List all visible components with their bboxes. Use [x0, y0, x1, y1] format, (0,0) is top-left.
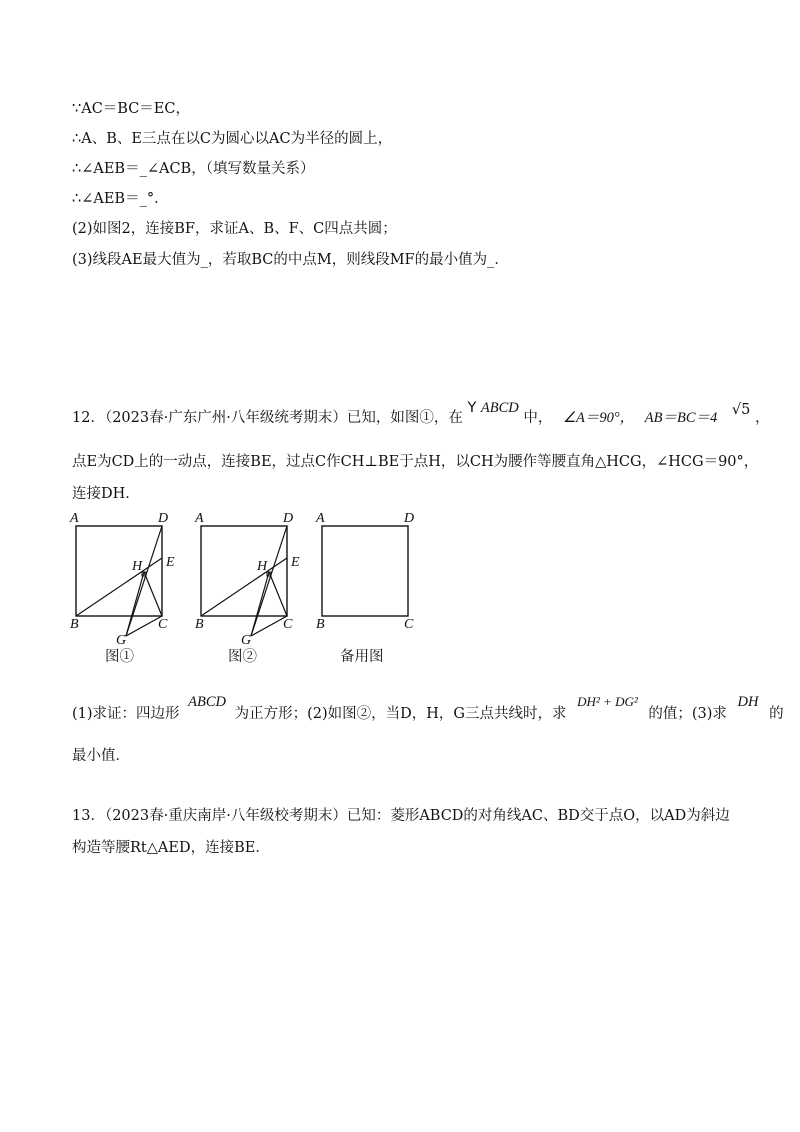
caption-figure-2: 图②	[228, 649, 257, 665]
q13-line-2: 构造等腰Rt△AED，连接BE．	[72, 840, 270, 856]
label-G: G	[116, 633, 127, 648]
label-E: E	[166, 555, 175, 570]
q12-line-1	[72, 400, 770, 428]
q12-zhong: 中，	[523, 410, 553, 426]
text-line-3: ∴∠AEB＝_∠ACB，（填写数量关系）	[72, 161, 315, 177]
q12-ask-c: DH² + DG²	[577, 694, 638, 709]
label-A: A	[195, 511, 204, 526]
q12-line-2: 点E为CD上的一动点，连接BE，过点C作CH⊥BE于点H，以CH为腰作等腰直角△HCG，∠HCG＝90°，	[72, 454, 759, 470]
label-E: E	[291, 555, 300, 570]
q12-comma: ，	[754, 410, 770, 426]
label-D: D	[404, 511, 415, 526]
q12-abcd: ABCD	[480, 400, 519, 416]
q12-ask-b: 为正方形；(2)如图②，当D，H，G三点共线时，求	[234, 706, 567, 722]
label-A: A	[70, 511, 79, 526]
label-A: A	[316, 511, 325, 526]
q12-line-3: 连接DH．	[72, 486, 140, 502]
text-line-5: (2)如图2，连接BF，求证A、B、F、C四点共圆；	[72, 221, 397, 237]
q12-question-line	[72, 694, 784, 724]
figure-1	[68, 508, 188, 652]
label-D: D	[283, 511, 294, 526]
caption-figure-1: 图①	[105, 649, 134, 665]
label-H: H	[132, 559, 143, 574]
label-B: B	[195, 617, 204, 632]
label-B: B	[70, 617, 79, 632]
parallelogram-symbol: Y	[467, 400, 477, 416]
text-line-2: ∴A、B、E三点在以C为圆心以AC为半径的圆上，	[72, 131, 393, 147]
text-line-6: (3)线段AE最大值为_，若取BC的中点M，则线段MF的最小值为_．	[72, 252, 509, 268]
q12-ask-a: (1)求证：四边形	[72, 706, 180, 722]
label-H: H	[257, 559, 268, 574]
q12-ask-d: 的值；(3)求	[648, 706, 727, 722]
q12-question-line-2: 最小值．	[72, 748, 130, 764]
label-C: C	[158, 617, 168, 632]
text-line-1: ∵AC＝BC＝EC，	[72, 101, 190, 117]
q12-head: 12．（2023春·广东广州·八年级统考期末）已知，如图①，在	[72, 410, 463, 426]
label-C: C	[283, 617, 293, 632]
label-B: B	[316, 617, 325, 632]
label-G: G	[241, 633, 252, 648]
q12-sqrt5: √5	[731, 402, 751, 418]
figure-2	[193, 508, 313, 652]
figure-backup	[314, 508, 434, 652]
q12-angle-a: ∠A＝90°，	[562, 410, 635, 426]
label-C: C	[404, 617, 414, 632]
q12-ask-abcd: ABCD	[188, 694, 227, 710]
q12-ask-f: 的	[769, 706, 784, 722]
q13-line-1: 13．（2023春·重庆南岸·八年级校考期末）已知：菱形ABCD的对角线AC、BD交于点O，以AD为斜边	[72, 808, 730, 824]
q12-ab-bc: AB＝BC＝4	[644, 410, 718, 426]
caption-backup-figure: 备用图	[340, 649, 384, 665]
q12-ask-e: DH	[737, 694, 759, 710]
label-D: D	[158, 511, 169, 526]
text-line-4: ∴∠AEB＝_°．	[72, 191, 169, 207]
